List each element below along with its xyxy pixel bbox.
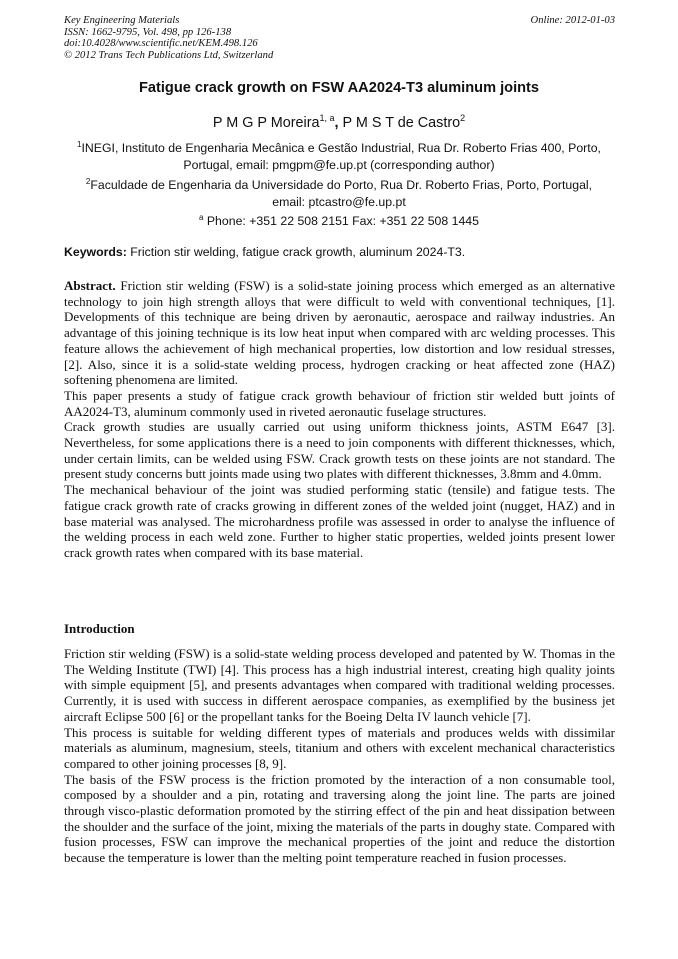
journal-header	[64, 15, 615, 61]
affiliation-text: Portugal, email: pmgpm@fe.up.pt (corresponding author)	[183, 158, 495, 173]
abstract-paragraph: Crack growth studies are usually carried out using uniform thickness joints, ASTM E647 [3]. Nevertheless, for some applications there is a need to join components with different thicknesses, which, under certain limits, can be welded using FSW. Crack growth tests on these joints are not standard. The present study concerns butt joints made using two plates with different thicknesses, 3.8mm and 4.0mm.	[64, 419, 615, 482]
author-name: P M G P Moreira	[212, 114, 320, 131]
intro-paragraph: The basis of the FSW process is the friction promoted by the interaction of a non consumable tool, composed by a shoulder and a pin, rotating and traversing along the joint line. The parts are joined through visco-plastic deformation promoted by the stirring effect of the pin and heat dissipation between the shoulder and the surface of the joint, mixing the materials of the parts in doughy state. Compared with fusion processes, FSW can improve the mechanical properties of the joint and reduce the distortion because the temperature is lower than the melting point temperature reached in fusion processes.	[64, 771, 615, 866]
affiliation-text: email: ptcastro@fe.up.pt	[272, 195, 406, 210]
contact-mark: a	[198, 213, 204, 222]
contact-line	[68, 209, 610, 230]
abstract-paragraph: Abstract. Friction stir welding (FSW) is a solid-state joining process which emerged as an alternative technology to join high strength alloys that were difficult to weld with conventional techniques, [1]. Developments of this technique are being driven by aeronautic, aerospace and railway industries. An advantage of this joining technique is its low heat input when compared with arc welding processes. This feature allows the achievement of high mechanical properties, low distortion and low residual stresses, [2]. Also, since it is a solid-state welding process, hydrogen cracking or heat affected zone (HAZ) softening phenomena are limited.	[64, 278, 615, 388]
keywords-label: Keywords:	[64, 245, 127, 259]
intro-paragraph: This process is suitable for welding different types of materials and produces welds with dissimilar materials as aluminum, magnesium, steels, titanium and others with excelent mechanical characteristics compared to other joining processes [8, 9].	[64, 724, 615, 771]
introduction-body	[64, 646, 615, 866]
affiliation-mark: 1	[77, 140, 82, 149]
abstract-paragraph: The mechanical behaviour of the joint was studied performing static (tensile) and fatigue tests. The fatigue crack growth rate of cracks growing in different zones of the welded joint (nugget, HAZ) and in base material was analysed. The microhardness profile was assessed in order to analyse the influence of the welding process in each weld zone. Further to higher static properties, welded joints present lower crack growth rates when compared with its base material.	[64, 482, 615, 560]
paper-title: Fatigue crack growth on FSW AA2024-T3 aluminum joints	[138, 80, 540, 96]
copyright-line: © 2012 Trans Tech Publications Ltd, Switzerland	[64, 49, 274, 61]
affiliation-mark: 2	[85, 177, 91, 186]
affiliation-text: INEGI, Instituto de Engenharia Mecânica e Gestão Industrial, Rua Dr. Roberto Frias 400, Porto,	[81, 141, 601, 156]
online-date: Online: 2012-01-03	[530, 15, 615, 26]
affiliation-text: Faculdade de Engenharia da Universidade do Porto, Rua Dr. Roberto Frias, Porto, Portugal,	[90, 178, 593, 193]
contact-phone-fax: Phone: +351 22 508 2151 Fax: +351 22 508 1445	[203, 214, 479, 229]
affiliation-1	[68, 136, 610, 174]
keywords	[64, 245, 615, 259]
intro-paragraph: Friction stir welding (FSW) is a solid-state welding process developed and patented by W. Thomas in the The Welding Institute (TWI) [4]. This process has a high industrial interest, creating high quality joints with simple equipment [5], and presents advantages when compared with traditional welding processes. Currently, it is used with success in different aerospace companies, as exemplified by the business jet aircraft Eclipse 500 [6] or the propellant tanks for the Boeing Delta IV launch vehicle [7].	[64, 646, 615, 724]
affiliation-2	[68, 173, 610, 211]
author-separator: ,	[334, 114, 343, 131]
abstract	[64, 278, 615, 561]
author-affiliation-mark: 2	[460, 113, 466, 123]
section-heading-introduction: Introduction	[64, 621, 135, 636]
keywords-text: Friction stir welding, fatigue crack growth, aluminum 2024-T3.	[126, 245, 466, 259]
doi-line: doi:10.4028/www.scientific.net/KEM.498.126	[64, 38, 258, 49]
author-line	[64, 113, 614, 131]
abstract-label: Abstract.	[64, 278, 116, 293]
issn-line: ISSN: 1662-9795, Vol. 498, pp 126-138	[64, 26, 232, 38]
author-affiliation-mark: 1, a	[319, 113, 335, 123]
journal-name: Key Engineering Materials	[64, 15, 180, 26]
abstract-paragraph: This paper presents a study of fatigue crack growth behaviour of friction stir welded butt joints of AA2024-T3, aluminum commonly used in riveted aeronautic fuselage structures.	[64, 387, 615, 419]
author-name: P M S T de Castro	[342, 114, 461, 131]
